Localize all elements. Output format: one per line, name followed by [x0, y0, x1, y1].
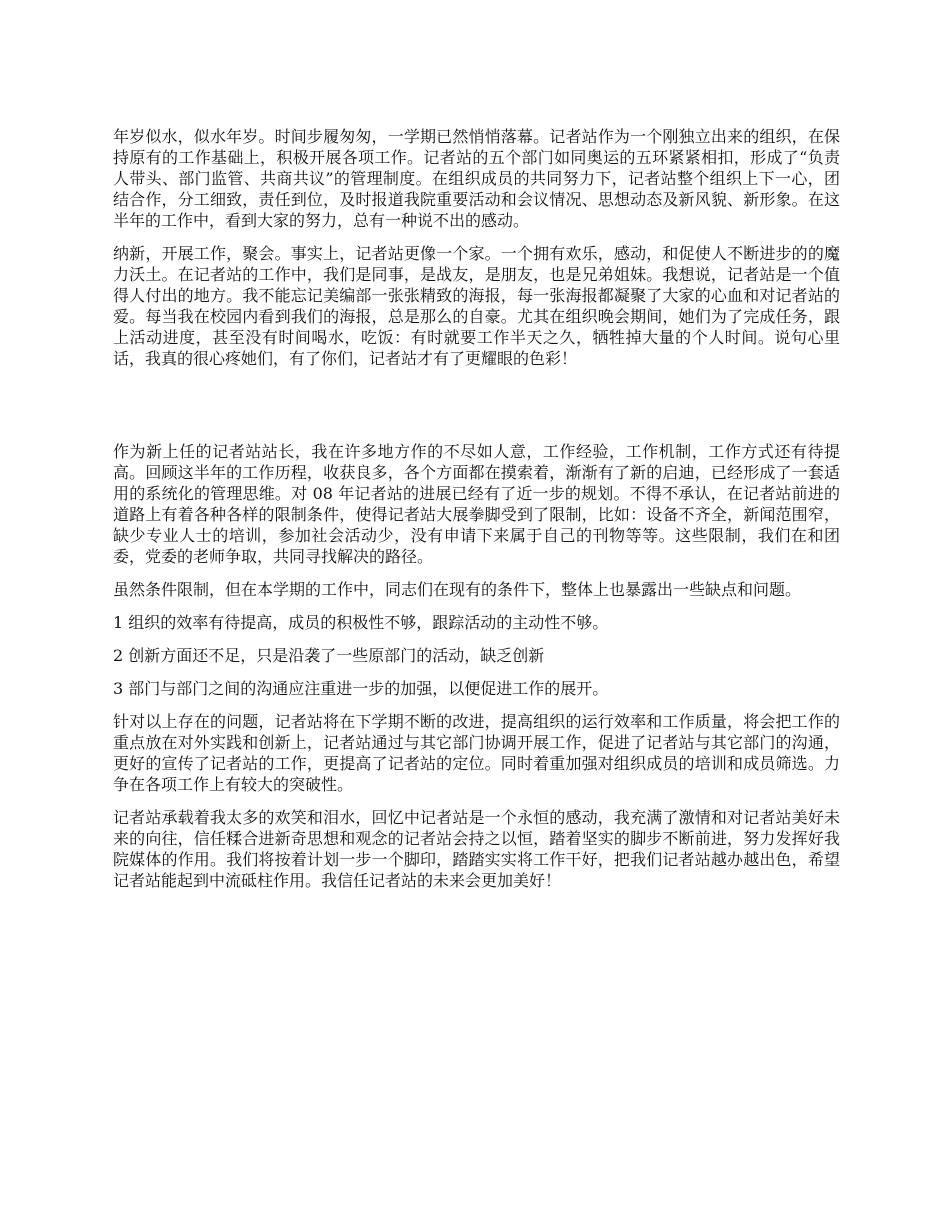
list-item-problem-1: 1 组织的效率有待提高，成员的积极性不够，跟踪活动的主动性不够。 [113, 613, 609, 632]
paragraph-problems-intro: 虽然条件限制，但在本学期的工作中，同志们在现有的条件下，整体上也暴露出一些缺点和问题。 [113, 580, 802, 599]
list-item-problem-2: 2 创新方面还不足，只是沿袭了一些原部门的活动，缺乏创新 [113, 646, 545, 665]
paragraph-conclusion: 记者站承载着我太多的欢笑和泪水，回忆中记者站是一个永恒的感动，我充满了激情和对记者站美好未来的向往，信任糅合进新奇思想和观念的记者站会持之以恒，踏着坚实的脚步不断前进，努力发挥好我院媒体的作用。我们将按着计划一步一个脚印，踏踏实实将工作干好，把我们记者站越办越出色，希望记者站能起到中流砥柱作用。我信任记者站的未来会更加美好！ [113, 808, 840, 890]
paragraph-reflection: 作为新上任的记者站站长，我在许多地方作的不尽如人意，工作经验，工作机制，工作方式还有待提高。回顾这半年的工作历程，收获良多，各个方面都在摸索着，渐渐有了新的启迪，已经形成了一套适用的系统化的管理思维。对 08 年记者站的进展已经有了近一步的规划。不得不承认，在记者站前进的道路上有着各种各样的限制条件，使得记者站大展拳脚受到了限制，比如：设备不齐全，新闻范围窄，缺少专业人士的培训，参加社会活动少，没有申请下来属于自己的刊物等等。这些限制，我们在和团委，党委的老师争取，共同寻找解决的路径。 [113, 442, 840, 566]
paragraph-family: 纳新，开展工作，聚会。事实上，记者站更像一个家。一个拥有欢乐，感动，和促使人不断进步的的魔力沃土。在记者站的工作中，我们是同事，是战友，是朋友，也是兄弟姐妹。我想说，记者站是一个值得人付出的地方。我不能忘记美编部一张张精致的海报，每一张海报都凝聚了大家的心血和对记者站的爱。每当我在校园内看到我们的海报，总是那么的自豪。尤其在组织晚会期间，她们为了完成任务，跟上活动进度，甚至没有时间喝水，吃饭：有时就要工作半天之久，牺牲掉大量的个人时间。说句心里话，我真的很心疼她们，有了你们，记者站才有了更耀眼的色彩！ [113, 244, 840, 368]
document-page [113, 126, 840, 903]
list-item-problem-3: 3 部门与部门之间的沟通应注重进一步的加强，以便促进工作的展开。 [113, 679, 609, 698]
section-gap [113, 381, 840, 441]
paragraph-improvement: 针对以上存在的问题，记者站将在下学期不断的改进，提高组织的运行效率和工作质量，将会把工作的重点放在对外实践和创新上，记者站通过与其它部门协调开展工作，促进了记者站与其它部门的沟通，更好的宣传了记者站的工作，更提高了记者站的定位。同时着重加强对组织成员的培训和成员筛选。力争在各项工作上有较大的突破性。 [113, 712, 840, 794]
paragraph-intro: 年岁似水，似水年岁。时间步履匆匆，一学期已然悄悄落幕。记者站作为一个刚独立出来的组织，在保持原有的工作基础上，积极开展各项工作。记者站的五个部门如同奥运的五环紧紧相扣，形成了“负责人带头、部门监管、共商共议”的管理制度。在组织成员的共同努力下，记者站整个组织上下一心，团结合作，分工细致，责任到位，及时报道我院重要活动和会议情况、思想动态及新风貌、新形象。在这半年的工作中，看到大家的努力，总有一种说不出的感动。 [113, 127, 840, 230]
